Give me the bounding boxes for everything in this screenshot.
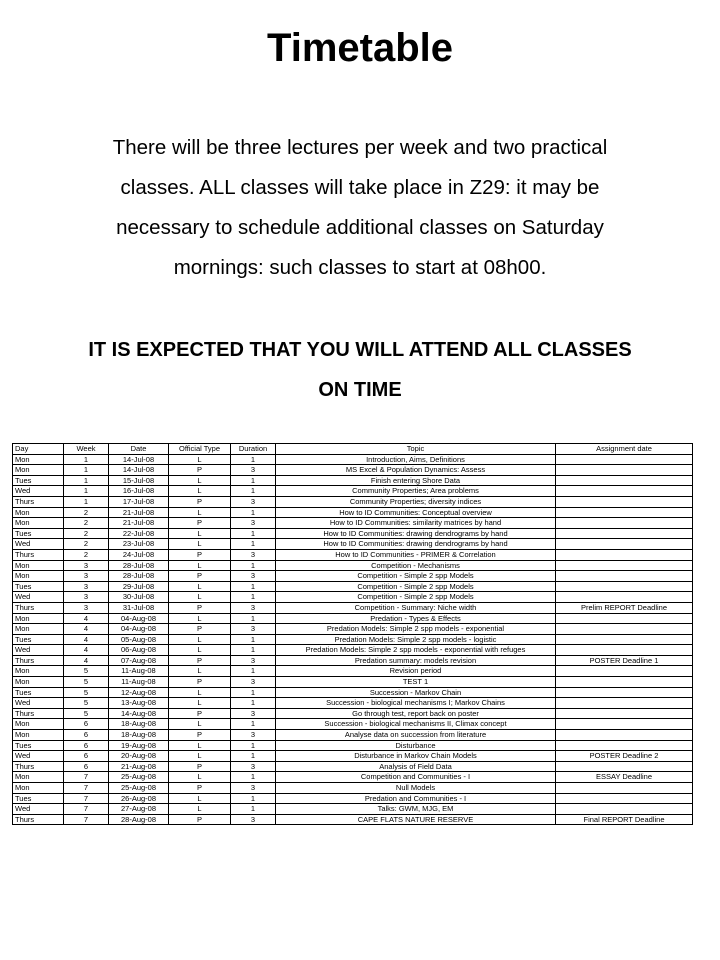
cell-day: Wed [13,751,64,762]
cell-topic: How to ID Communities - PRIMER & Correlation [276,549,556,560]
cell-day: Thurs [13,496,64,507]
cell-day: Thurs [13,655,64,666]
cell-week: 6 [64,751,109,762]
table-row [13,634,693,645]
cell-type: L [169,634,231,645]
cell-date: 23-Jul-08 [109,539,169,550]
cell-topic: Competition - Mechanisms [276,560,556,571]
cell-week: 2 [64,549,109,560]
table-body [13,454,693,825]
table-row [13,539,693,550]
cell-duration: 3 [231,655,276,666]
cell-week: 7 [64,804,109,815]
table-row [13,465,693,476]
cell-week: 5 [64,708,109,719]
cell-assignment: Prelim REPORT Deadline [556,602,693,613]
cell-week: 3 [64,602,109,613]
table-row [13,783,693,794]
cell-topic: Succession - biological mechanisms I; Markov Chains [276,698,556,709]
cell-date: 21-Aug-08 [109,761,169,772]
cell-duration: 3 [231,814,276,825]
intro-line: classes. ALL classes will take place in Z29: it may be [120,176,600,199]
cell-assignment [556,677,693,688]
cell-duration: 1 [231,719,276,730]
cell-topic: CAPE FLATS NATURE RESERVE [276,814,556,825]
cell-week: 3 [64,560,109,571]
cell-duration: 1 [231,528,276,539]
cell-assignment [556,507,693,518]
cell-topic: Disturbance [276,740,556,751]
cell-type: L [169,454,231,465]
cell-day: Tues [13,634,64,645]
table-row [13,772,693,783]
table-row [13,613,693,624]
intro-line: mornings: such classes to start at 08h00. [173,256,547,279]
cell-type: L [169,581,231,592]
cell-day: Mon [13,624,64,635]
cell-date: 17-Jul-08 [109,496,169,507]
cell-topic: Competition - Summary: Niche width [276,602,556,613]
cell-type: L [169,698,231,709]
cell-week: 6 [64,730,109,741]
cell-topic: How to ID Communities: drawing dendrograms by hand [276,539,556,550]
cell-assignment [556,698,693,709]
cell-duration: 3 [231,624,276,635]
cell-type: L [169,613,231,624]
cell-type: L [169,740,231,751]
cell-day: Thurs [13,761,64,772]
cell-topic: Introduction, Aims, Definitions [276,454,556,465]
cell-assignment: Final REPORT Deadline [556,814,693,825]
cell-assignment [556,730,693,741]
cell-date: 21-Jul-08 [109,507,169,518]
cell-topic: Analyse data on succession from literature [276,730,556,741]
cell-topic: Predation Models: Simple 2 spp models - exponential with refuges [276,645,556,656]
cell-topic: Succession - biological mechanisms II, Climax concept [276,719,556,730]
cell-topic: Predation and Communities - I [276,793,556,804]
header-assignment-date: Assignment date [556,444,693,455]
cell-day: Mon [13,518,64,529]
cell-date: 31-Jul-08 [109,602,169,613]
cell-topic: Predation Models: Simple 2 spp models - logistic [276,634,556,645]
cell-day: Wed [13,698,64,709]
cell-topic: How to ID Communities: Conceptual overview [276,507,556,518]
table-row [13,560,693,571]
cell-topic: Succession - Markov Chain [276,687,556,698]
cell-assignment [556,740,693,751]
cell-date: 24-Jul-08 [109,549,169,560]
cell-type: L [169,645,231,656]
cell-week: 4 [64,645,109,656]
cell-week: 4 [64,624,109,635]
cell-topic: Finish entering Shore Data [276,475,556,486]
cell-week: 6 [64,719,109,730]
cell-type: P [169,761,231,772]
cell-assignment [556,486,693,497]
cell-type: L [169,592,231,603]
cell-topic: MS Excel & Population Dynamics: Assess [276,465,556,476]
cell-week: 1 [64,454,109,465]
cell-assignment [556,539,693,550]
cell-day: Mon [13,613,64,624]
cell-assignment [556,613,693,624]
cell-topic: Community Properties; Area problems [276,486,556,497]
cell-assignment [556,804,693,815]
table-row [13,475,693,486]
cell-week: 2 [64,539,109,550]
table-row [13,507,693,518]
cell-duration: 1 [231,507,276,518]
cell-date: 20-Aug-08 [109,751,169,762]
cell-type: L [169,719,231,730]
cell-day: Mon [13,666,64,677]
cell-duration: 3 [231,602,276,613]
cell-week: 5 [64,677,109,688]
table-row [13,804,693,815]
table-row [13,761,693,772]
cell-week: 4 [64,655,109,666]
cell-topic: Revision period [276,666,556,677]
cell-duration: 3 [231,571,276,582]
cell-type: L [169,475,231,486]
cell-duration: 3 [231,761,276,772]
cell-date: 04-Aug-08 [109,624,169,635]
table-row [13,677,693,688]
cell-topic: Disturbance in Markov Chain Models [276,751,556,762]
cell-type: L [169,507,231,518]
cell-duration: 1 [231,645,276,656]
cell-assignment [556,465,693,476]
cell-type: L [169,793,231,804]
cell-assignment [556,761,693,772]
table-row [13,814,693,825]
cell-duration: 1 [231,772,276,783]
cell-topic: Predation summary: models revision [276,655,556,666]
cell-type: L [169,539,231,550]
cell-assignment [556,624,693,635]
cell-assignment [556,666,693,677]
cell-topic: Go through test, report back on poster [276,708,556,719]
cell-day: Mon [13,730,64,741]
cell-assignment [556,560,693,571]
table-row [13,666,693,677]
cell-topic: How to ID Communities: drawing dendrograms by hand [276,528,556,539]
table-row [13,698,693,709]
cell-day: Tues [13,528,64,539]
cell-duration: 3 [231,677,276,688]
cell-duration: 3 [231,496,276,507]
cell-date: 25-Aug-08 [109,772,169,783]
cell-date: 25-Aug-08 [109,783,169,794]
cell-assignment [556,528,693,539]
cell-duration: 1 [231,539,276,550]
cell-day: Mon [13,465,64,476]
cell-week: 5 [64,687,109,698]
cell-duration: 1 [231,698,276,709]
cell-topic: Community Properties; diversity indices [276,496,556,507]
cell-type: P [169,602,231,613]
cell-day: Mon [13,772,64,783]
cell-date: 28-Aug-08 [109,814,169,825]
cell-date: 26-Aug-08 [109,793,169,804]
cell-type: L [169,772,231,783]
cell-assignment [556,496,693,507]
cell-topic: Competition - Simple 2 spp Models [276,592,556,603]
cell-assignment [556,634,693,645]
cell-date: 18-Aug-08 [109,730,169,741]
header-date: Date [109,444,169,455]
header-official-type: Official Type [169,444,231,455]
cell-date: 16-Jul-08 [109,486,169,497]
cell-day: Wed [13,539,64,550]
cell-week: 4 [64,613,109,624]
cell-day: Thurs [13,602,64,613]
cell-duration: 3 [231,730,276,741]
cell-day: Mon [13,454,64,465]
cell-assignment [556,687,693,698]
cell-duration: 3 [231,783,276,794]
cell-date: 13-Aug-08 [109,698,169,709]
cell-type: P [169,655,231,666]
cell-day: Tues [13,793,64,804]
cell-assignment [556,549,693,560]
cell-date: 04-Aug-08 [109,613,169,624]
cell-date: 15-Jul-08 [109,475,169,486]
cell-duration: 3 [231,465,276,476]
table-row [13,655,693,666]
cell-assignment [556,645,693,656]
cell-duration: 3 [231,518,276,529]
table-row [13,602,693,613]
cell-duration: 1 [231,740,276,751]
table-row [13,454,693,465]
cell-assignment: POSTER Deadline 1 [556,655,693,666]
header-duration: Duration [231,444,276,455]
table-row [13,708,693,719]
cell-week: 1 [64,486,109,497]
header-topic: Topic [276,444,556,455]
cell-duration: 1 [231,666,276,677]
cell-week: 7 [64,783,109,794]
cell-date: 28-Jul-08 [109,571,169,582]
cell-date: 18-Aug-08 [109,719,169,730]
attendance-notice [0,330,720,410]
table-row [13,624,693,635]
table-row [13,592,693,603]
cell-week: 6 [64,761,109,772]
cell-week: 1 [64,496,109,507]
cell-week: 2 [64,507,109,518]
cell-topic: Null Models [276,783,556,794]
cell-type: P [169,708,231,719]
table-row [13,730,693,741]
cell-type: P [169,677,231,688]
cell-assignment: ESSAY Deadline [556,772,693,783]
cell-type: L [169,687,231,698]
table-row [13,528,693,539]
cell-assignment [556,475,693,486]
table-row [13,549,693,560]
cell-week: 6 [64,740,109,751]
cell-duration: 1 [231,804,276,815]
cell-day: Wed [13,486,64,497]
cell-topic: Predation - Types & Effects [276,613,556,624]
cell-duration: 1 [231,581,276,592]
cell-duration: 1 [231,475,276,486]
cell-week: 3 [64,592,109,603]
cell-topic: Predation Models: Simple 2 spp models - exponential [276,624,556,635]
cell-week: 5 [64,698,109,709]
cell-assignment [556,581,693,592]
cell-week: 7 [64,772,109,783]
cell-duration: 3 [231,708,276,719]
header-day: Day [13,444,64,455]
cell-date: 27-Aug-08 [109,804,169,815]
cell-type: L [169,666,231,677]
cell-week: 2 [64,528,109,539]
cell-type: P [169,814,231,825]
cell-type: P [169,624,231,635]
cell-day: Mon [13,507,64,518]
table-header-row [13,444,693,455]
cell-date: 30-Jul-08 [109,592,169,603]
intro-line: necessary to schedule additional classes on Saturday [116,216,604,239]
cell-assignment [556,708,693,719]
cell-date: 29-Jul-08 [109,581,169,592]
cell-type: P [169,465,231,476]
cell-date: 14-Aug-08 [109,708,169,719]
cell-day: Tues [13,687,64,698]
cell-day: Thurs [13,549,64,560]
table-row [13,751,693,762]
cell-duration: 1 [231,454,276,465]
cell-assignment [556,571,693,582]
cell-day: Mon [13,719,64,730]
cell-assignment [556,454,693,465]
cell-type: P [169,783,231,794]
cell-topic: Competition and Communities - I [276,772,556,783]
table-row [13,518,693,529]
cell-day: Mon [13,571,64,582]
cell-topic: Competition - Simple 2 spp Models [276,571,556,582]
cell-date: 05-Aug-08 [109,634,169,645]
cell-assignment: POSTER Deadline 2 [556,751,693,762]
cell-day: Tues [13,740,64,751]
cell-day: Wed [13,592,64,603]
cell-date: 28-Jul-08 [109,560,169,571]
cell-date: 07-Aug-08 [109,655,169,666]
cell-assignment [556,592,693,603]
cell-duration: 1 [231,634,276,645]
table-row [13,740,693,751]
cell-date: 22-Jul-08 [109,528,169,539]
cell-type: L [169,528,231,539]
cell-type: P [169,571,231,582]
cell-duration: 1 [231,687,276,698]
header-week: Week [64,444,109,455]
cell-day: Tues [13,581,64,592]
cell-week: 7 [64,793,109,804]
cell-duration: 1 [231,613,276,624]
cell-topic: How to ID Communities: similarity matrices by hand [276,518,556,529]
cell-date: 14-Jul-08 [109,454,169,465]
cell-duration: 1 [231,592,276,603]
notice-line: IT IS EXPECTED THAT YOU WILL ATTEND ALL CLASSES [88,339,632,361]
cell-week: 3 [64,581,109,592]
cell-type: L [169,486,231,497]
cell-type: L [169,560,231,571]
cell-week: 2 [64,518,109,529]
cell-duration: 1 [231,486,276,497]
cell-duration: 3 [231,549,276,560]
cell-week: 5 [64,666,109,677]
table-row [13,687,693,698]
cell-duration: 1 [231,793,276,804]
cell-day: Mon [13,560,64,571]
cell-assignment [556,793,693,804]
cell-week: 7 [64,814,109,825]
table-row [13,719,693,730]
cell-date: 06-Aug-08 [109,645,169,656]
cell-type: P [169,496,231,507]
cell-day: Tues [13,475,64,486]
cell-duration: 1 [231,560,276,571]
table-row [13,645,693,656]
timetable-table [12,443,693,825]
table-row [13,486,693,497]
notice-line: ON TIME [318,379,402,401]
cell-assignment [556,719,693,730]
cell-topic: TEST 1 [276,677,556,688]
cell-date: 21-Jul-08 [109,518,169,529]
cell-day: Mon [13,677,64,688]
table-row [13,793,693,804]
cell-assignment [556,783,693,794]
table-row [13,571,693,582]
cell-date: 14-Jul-08 [109,465,169,476]
cell-topic: Competition - Simple 2 spp Models [276,581,556,592]
cell-topic: Analysis of Field Data [276,761,556,772]
cell-week: 1 [64,465,109,476]
table-row [13,581,693,592]
cell-day: Wed [13,645,64,656]
intro-line: There will be three lectures per week and two practical [112,136,608,159]
cell-week: 4 [64,634,109,645]
cell-type: L [169,751,231,762]
cell-day: Mon [13,783,64,794]
cell-day: Thurs [13,814,64,825]
page-title: Timetable [267,26,453,70]
cell-day: Thurs [13,708,64,719]
cell-type: P [169,730,231,741]
cell-date: 19-Aug-08 [109,740,169,751]
cell-date: 11-Aug-08 [109,666,169,677]
cell-duration: 1 [231,751,276,762]
cell-type: L [169,804,231,815]
cell-topic: Talks: GWM, MJG, EM [276,804,556,815]
cell-type: P [169,549,231,560]
intro-paragraph [50,128,670,288]
cell-type: P [169,518,231,529]
cell-week: 1 [64,475,109,486]
cell-week: 3 [64,571,109,582]
cell-assignment [556,518,693,529]
cell-day: Wed [13,804,64,815]
cell-date: 12-Aug-08 [109,687,169,698]
table-row [13,496,693,507]
cell-date: 11-Aug-08 [109,677,169,688]
